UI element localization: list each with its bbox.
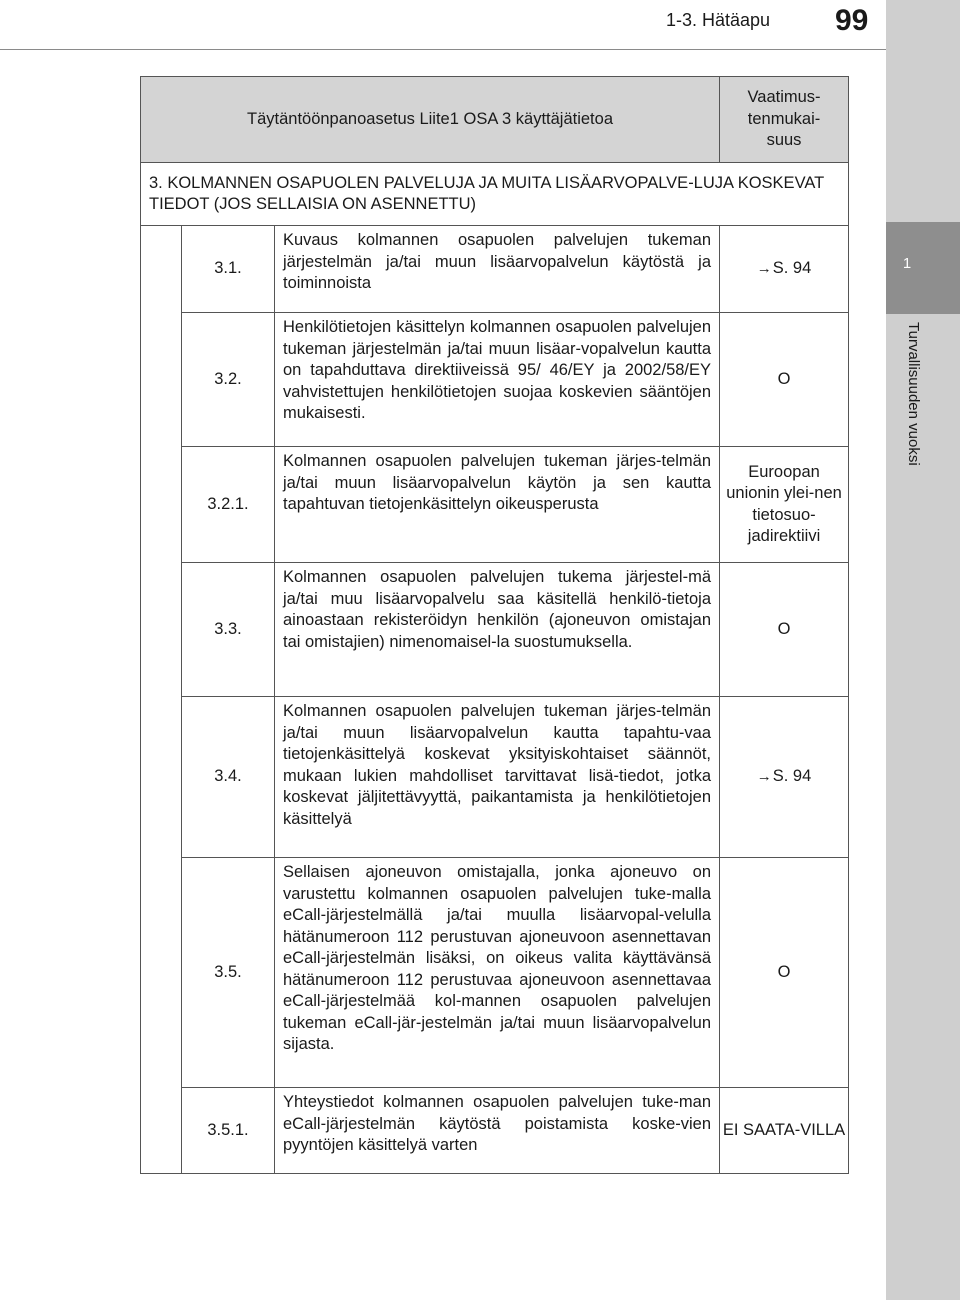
row-number: 3.2.1. [182, 447, 275, 563]
table-row [141, 858, 849, 1088]
table-row [141, 1088, 849, 1174]
row-number: 3.5. [182, 858, 275, 1088]
row-compliance: O [720, 313, 849, 447]
page-number: 99 [835, 4, 869, 37]
row-text: Kolmannen osapuolen palvelujen tukeman järjes-telmän ja/tai muun lisäarvopalvelun käytön ja sen kautta tapahtuvan tietojenkäsittelyn oikeusperusta [275, 447, 720, 563]
row-compliance: Euroopan unionin ylei-nen tietosuo-jadirektiivi [720, 447, 849, 563]
arrow-right-icon: → [756, 260, 772, 278]
row-text: Kolmannen osapuolen palvelujen tukeman järjes-telmän ja/tai muun lisäarvopalvelun kautta tapahtu-vaa tietojenkäsittelyä koskevat yksityiskohtaiset säännöt, mukaan lukien mahdolliset tarvittavat lisä-tiedot, jotka koskevat jäljitettävyyttä, paikantamista ja henkilötietojen käsittelyä [275, 697, 720, 858]
row-compliance: EI SAATA-VILLA [720, 1088, 849, 1174]
row-text: Sellaisen ajoneuvon omistajalla, jonka ajoneuvo on varustettu kolmannen osapuolen palvelujen tuke-malla eCall-järjestelmällä ja/tai muulla lisäarvopal-velulla hätänumeroon 112 perustuvan ajoneuvoon asennettavan eCall-järjestelmän lisäksi, on oikeus valita käyttävänsä hätänumeroon 112 perustuvaa ajoneuvoon asennettavaa eCall-järjestelmää kol-mannen osapuolen palvelujen tukeman eCall-jär-jestelmän ja/tai muun lisäarvopalvelun sijasta. [275, 858, 720, 1088]
section-title-cell: 3. KOLMANNEN OSAPUOLEN PALVELUJA JA MUITA LISÄARVOPALVE-LUJA KOSKEVAT TIEDOT (JOS SELLAISIA ON ASENNETTU) [141, 163, 849, 226]
requirements-table [140, 76, 849, 1174]
chapter-tab-number: 1 [902, 255, 912, 272]
table-row [141, 447, 849, 563]
row-text: Kuvaus kolmannen osapuolen palvelujen tukeman järjestelmän ja/tai muun lisäarvopalvelun käytöstä ja toiminnoista [275, 226, 720, 313]
col-header-compliance: Vaatimus- tenmukai- suus [720, 77, 849, 163]
row-number: 3.3. [182, 563, 275, 697]
row-number: 3.2. [182, 313, 275, 447]
row-number: 3.4. [182, 697, 275, 858]
indent-cell [141, 226, 182, 1174]
row-text: Kolmannen osapuolen palvelujen tukema järjestel-mä ja/tai muu lisäarvopalvelu saa käsitellä henkilö-tietoja ainoastaan rekisteröidyn henkilön (ajoneuvon omistajan tai omistajien) nimenomaisel-la suostumuksella. [275, 563, 720, 697]
row-compliance: O [720, 563, 849, 697]
section-title: 1-3. Hätäapu [666, 10, 771, 30]
row-number: 3.1. [182, 226, 275, 313]
table-row [141, 563, 849, 697]
arrow-right-icon: → [756, 768, 772, 786]
col-header-main: Täytäntöönpanoasetus Liite1 OSA 3 käyttäjätietoa [141, 77, 720, 163]
section-row [141, 163, 849, 226]
header-divider [0, 49, 886, 50]
row-text: Yhteystiedot kolmannen osapuolen palvelujen tuke-man eCall-järjestelmän käytöstä poistamista koske-vien pyyntöjen käsittelyä varten [275, 1088, 720, 1174]
compliance-value: S. 94 [772, 259, 812, 278]
chapter-tab-label: Turvallisuuden vuoksi [905, 322, 922, 466]
table-row [141, 697, 849, 858]
row-number: 3.5.1. [182, 1088, 275, 1174]
row-text: Henkilötietojen käsittelyn kolmannen osapuolen palvelujen tukeman järjestelmän ja/tai muun lisäar-vopalvelun kautta on tapahduttava direktiiveissä 95/ 46/EY ja 2002/58/EY vahvistettujen henkilötietojen suojaa koskevien sääntöjen mukaisesti. [275, 313, 720, 447]
table-header-row [141, 77, 849, 163]
compliance-value: S. 94 [772, 767, 812, 786]
row-compliance [720, 226, 849, 313]
side-band [886, 0, 960, 1300]
row-compliance [720, 697, 849, 858]
row-compliance: O [720, 858, 849, 1088]
table-row [141, 313, 849, 447]
chapter-tab[interactable] [886, 222, 960, 314]
table-row [141, 226, 849, 313]
